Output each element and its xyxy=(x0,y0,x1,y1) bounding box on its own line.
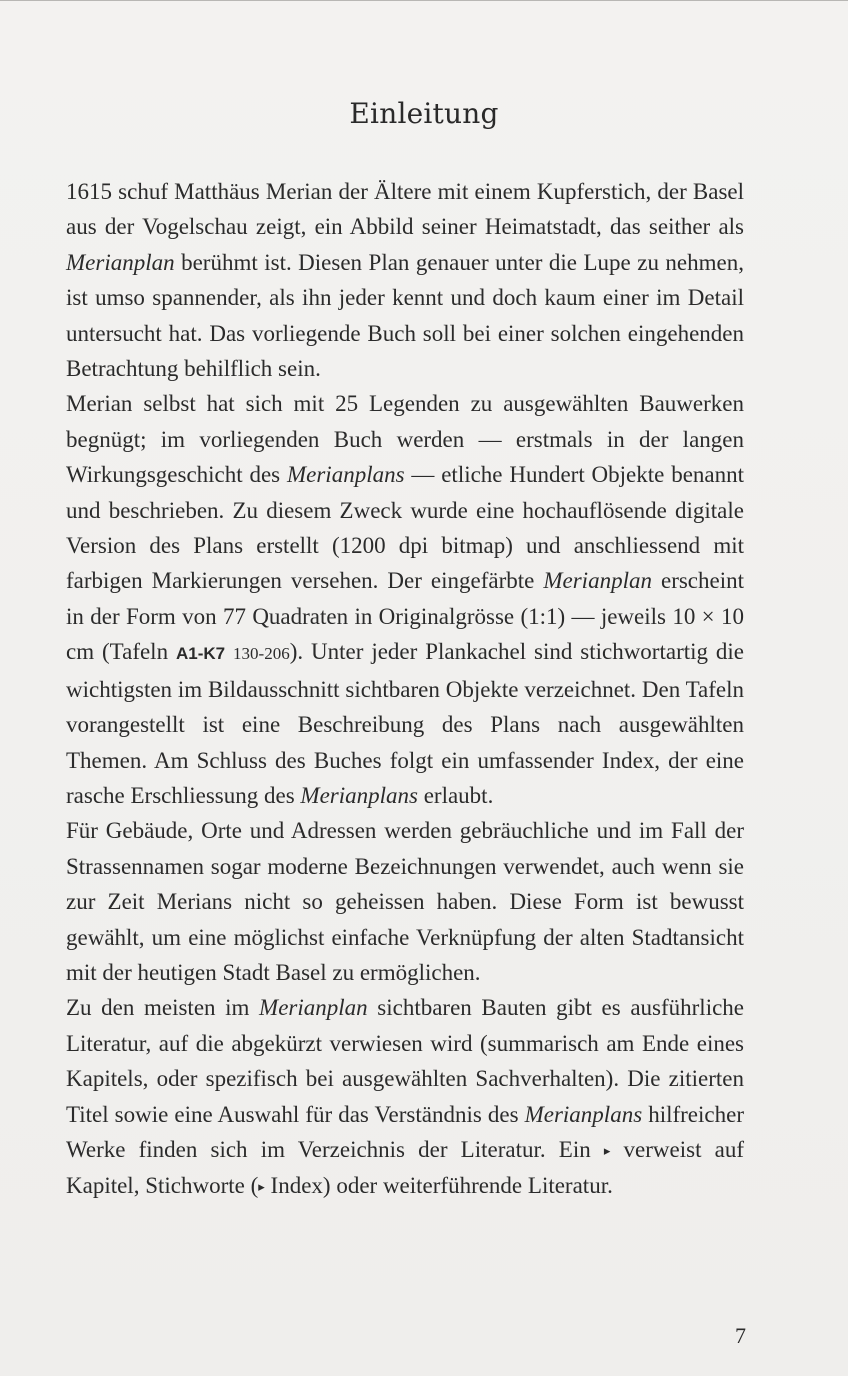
italic-title: Merianplan xyxy=(543,568,652,594)
text-run: sichtbaren Bauten gibt es ausführliche Literatur, auf die abgekürzt verwiesen wird (summarisch am Ende eines Kapitels, oder spezifisch bei ausgewählten Sachverhalten). Die zitierten Titel sowie eine Auswahl für das Verständnis des xyxy=(66,995,745,1127)
text-run: hilfreicher Werke finden sich im Verzeichnis der Literatur. Ein xyxy=(66,1101,744,1162)
text-run: erlaubt. xyxy=(417,782,494,808)
paragraph-1 xyxy=(66,174,744,386)
italic-title: Merianplan xyxy=(66,249,175,275)
plate-range-label: A1-K7 xyxy=(176,644,226,664)
page-number: 7 xyxy=(735,1323,746,1348)
text-run: ). Unter jeder Plankachel sind stichwortartig die wichtigsten im Bildausschnitt sichtbaren Objekte verzeichnet. Den Tafeln vorangestellt ist eine Beschreibung des Plans nach ausgewählten Themen. Am Schluss des Buches folgt ein umfassender Index, der eine rasche Erschliessung des xyxy=(66,639,745,808)
italic-title: Merianplans xyxy=(524,1101,643,1127)
italic-title: Merianplans xyxy=(300,782,418,808)
paragraph-4 xyxy=(66,990,744,1204)
body-text xyxy=(66,174,744,1205)
page-range-label: 130-206 xyxy=(233,644,290,664)
italic-title: Merianplans xyxy=(286,462,405,488)
text-run: — etliche Hundert Objekte benannt und beschrieben. Zu diesem Zweck wurde eine hochauflösende digitale Version des Plans erstellt (1200 dpi bitmap) und anschliessend mit farbigen Markierungen versehen. Der eingefärbte xyxy=(66,462,744,594)
text-run: 1615 schuf Matthäus Merian der Ältere mit einem Kupferstich, der Basel aus der Vogelschau zeigt, ein Abbild seiner Heimatstadt, das seither als xyxy=(66,179,744,240)
chapter-title: Einleitung xyxy=(349,97,499,130)
text-run: Für Gebäude, Orte und Adressen werden gebräuchliche und im Fall der Strassennamen sogar moderne Bezeichnungen verwendet, auch wenn sie zur Zeit Merians nicht so geheissen haben. Diese Form ist bewusst gewählt, um eine möglichst einfache Verknüpfung der alten Stadtansicht mit der heutigen Stadt Basel zu ermöglichen. xyxy=(66,818,744,985)
text-run: verweist auf Kapitel, Stichworte ( xyxy=(66,1136,744,1199)
arrow-marker-icon: ▸ xyxy=(258,1179,265,1195)
text-run: Zu den meisten im xyxy=(66,995,260,1021)
paragraph-3 xyxy=(66,813,744,990)
paragraph-2 xyxy=(66,386,744,813)
text-run: erscheint in der Form von 77 Quadraten in Originalgrösse (1:1) — jeweils 10 × 10 cm (Tafeln xyxy=(66,568,744,665)
text-run: berühmt ist. Diesen Plan genauer unter die Lupe zu nehmen, ist umso spannender, als ihn jeder kennt und doch kaum einer im Detail untersucht hat. Das vorliegende Buch soll bei einer solchen eingehenden Betrachtung behilflich sein. xyxy=(66,249,744,382)
italic-title: Merianplan xyxy=(259,995,368,1021)
text-run: Index) oder weiterführende Literatur. xyxy=(264,1173,613,1199)
text-run: Merian selbst hat sich mit 25 Legenden zu ausgewählten Bauwerken begnügt; im vorliegenden Buch werden — erstmals in der langen Wirkungsgeschicht des xyxy=(66,391,744,488)
arrow-marker-icon: ▸ xyxy=(603,1142,611,1158)
